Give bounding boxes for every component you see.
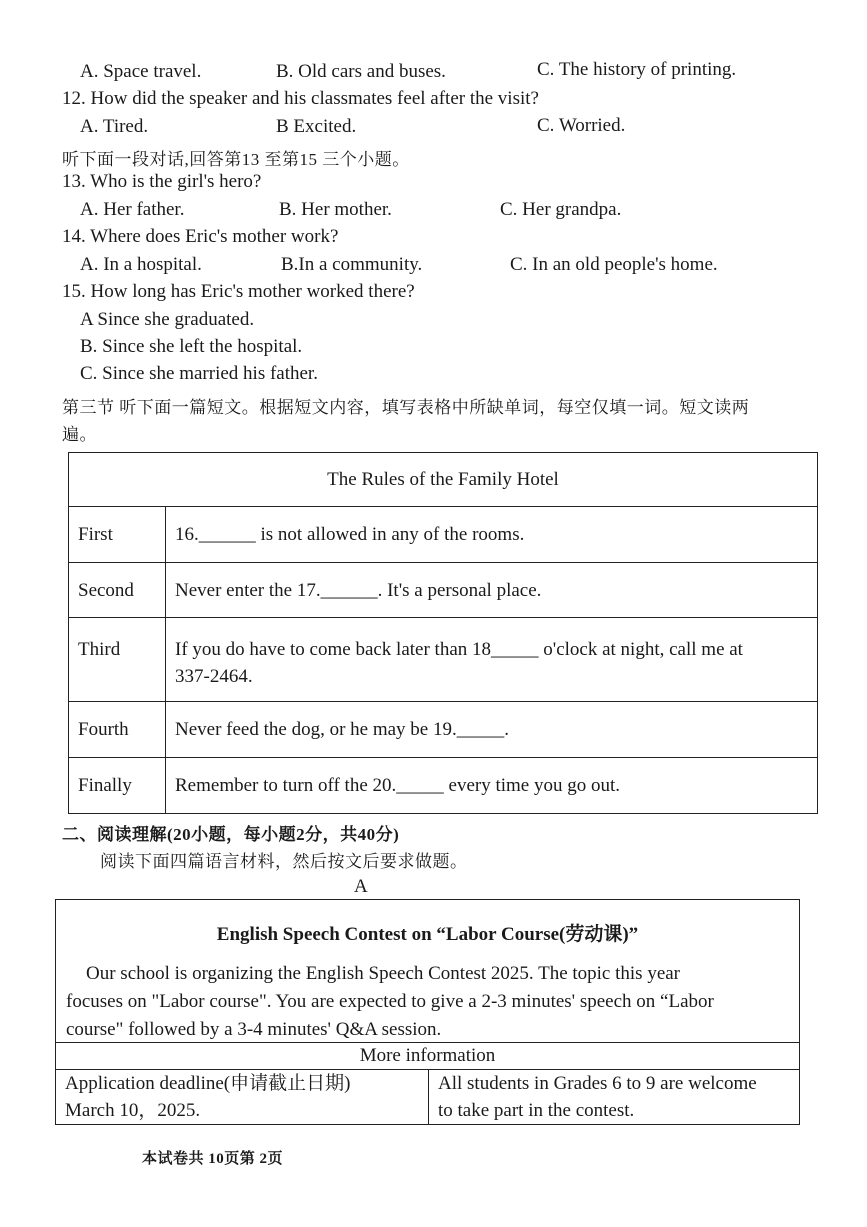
table-row: [69, 507, 817, 563]
q11-option-c: C. The history of printing.: [537, 59, 737, 80]
table-row: [69, 618, 817, 702]
q14-option-c: C. In an old people's home.: [510, 254, 718, 275]
q13-option-a: A. Her father.: [80, 199, 185, 220]
instruction-13-15: 听下面一段对话,回答第13 至第15 三个小题。: [62, 150, 410, 169]
reading-section-instruction: 阅读下面四篇语言材料，然后按文后要求做题。: [100, 852, 468, 871]
row-text: Never feed the dog, or he may be 19._____.: [175, 719, 509, 740]
q14-stem: 14. Where does Eric's mother work?: [62, 226, 339, 247]
cell-line: All students in Grades 6 to 9 are welcome: [438, 1073, 757, 1094]
q11-option-b: B. Old cars and buses.: [276, 61, 446, 82]
q12-option-b: B Excited.: [276, 116, 357, 137]
eligibility-cell: [429, 1070, 799, 1124]
q14-option-a: A. In a hospital.: [80, 254, 202, 275]
contest-notice-box: [55, 899, 800, 1125]
row-label: Fourth: [69, 702, 166, 757]
row-label: First: [69, 507, 166, 562]
table-row: [69, 758, 817, 813]
row-label: Third: [69, 618, 166, 701]
row-text: 16.______ is not allowed in any of the rooms.: [175, 524, 525, 545]
row-text: Remember to turn off the 20._____ every time you go out.: [175, 775, 621, 796]
row-text-line1: If you do have to come back later than 18_____ o'clock at night, call me at: [175, 639, 743, 660]
q15-option-b: B. Since she left the hospital.: [80, 336, 303, 357]
q11-option-a: A. Space travel.: [80, 61, 202, 82]
q15-stem: 15. How long has Eric's mother worked there?: [62, 281, 415, 302]
q14-option-b: B.In a community.: [281, 254, 423, 275]
q15-option-a: A Since she graduated.: [80, 309, 255, 330]
row-label: Second: [69, 563, 166, 617]
paragraph-line: focuses on "Labor course". You are expected to give a 2-3 minutes' speech on “Labor: [66, 991, 714, 1012]
paragraph-line: Our school is organizing the English Speech Contest 2025. The topic this year: [86, 963, 681, 984]
row-text: [166, 618, 817, 701]
q12-option-a: A. Tired.: [80, 116, 149, 137]
q12-option-c: C. Worried.: [537, 115, 626, 136]
q13-stem: 13. Who is the girl's hero?: [62, 171, 262, 192]
row-text: Never enter the 17.______. It's a personal place.: [175, 580, 542, 601]
q12-stem: 12. How did the speaker and his classmates feel after the visit?: [62, 88, 539, 109]
passage-label: A: [354, 876, 368, 897]
q15-option-c: C. Since she married his father.: [80, 363, 318, 384]
table-row: [69, 563, 817, 618]
contest-paragraph: [66, 960, 791, 1044]
reading-section-heading: 二、阅读理解(20小题，每小题2分，共40分): [62, 825, 400, 844]
deadline-cell: [56, 1070, 429, 1124]
section3-instruction-line1: 第三节 听下面一篇短文。根据短文内容，填写表格中所缺单词，每空仅填一词。短文读两: [62, 398, 750, 417]
contest-title: English Speech Contest on “Labor Course(劳动课)”: [216, 924, 639, 945]
row-label: Finally: [69, 758, 166, 813]
page-footer: 本试卷共 10页第 2页: [142, 1151, 284, 1167]
cell-line: Application deadline(申请截止日期): [65, 1073, 351, 1094]
row-text-line2: 337-2464.: [175, 666, 253, 687]
q13-option-b: B. Her mother.: [279, 199, 392, 220]
hotel-rules-table: [68, 452, 818, 814]
cell-line: to take part in the contest.: [438, 1100, 635, 1121]
table-title: The Rules of the Family Hotel: [69, 453, 817, 507]
q13-option-c: C. Her grandpa.: [500, 199, 622, 220]
cell-line: March 10，2025.: [65, 1100, 201, 1121]
paragraph-line: course" followed by a 3-4 minutes' Q&A session.: [66, 1019, 442, 1040]
table-row: [69, 702, 817, 758]
section3-instruction-line2: 遍。: [62, 425, 97, 444]
more-info-header: More information: [56, 1042, 799, 1070]
